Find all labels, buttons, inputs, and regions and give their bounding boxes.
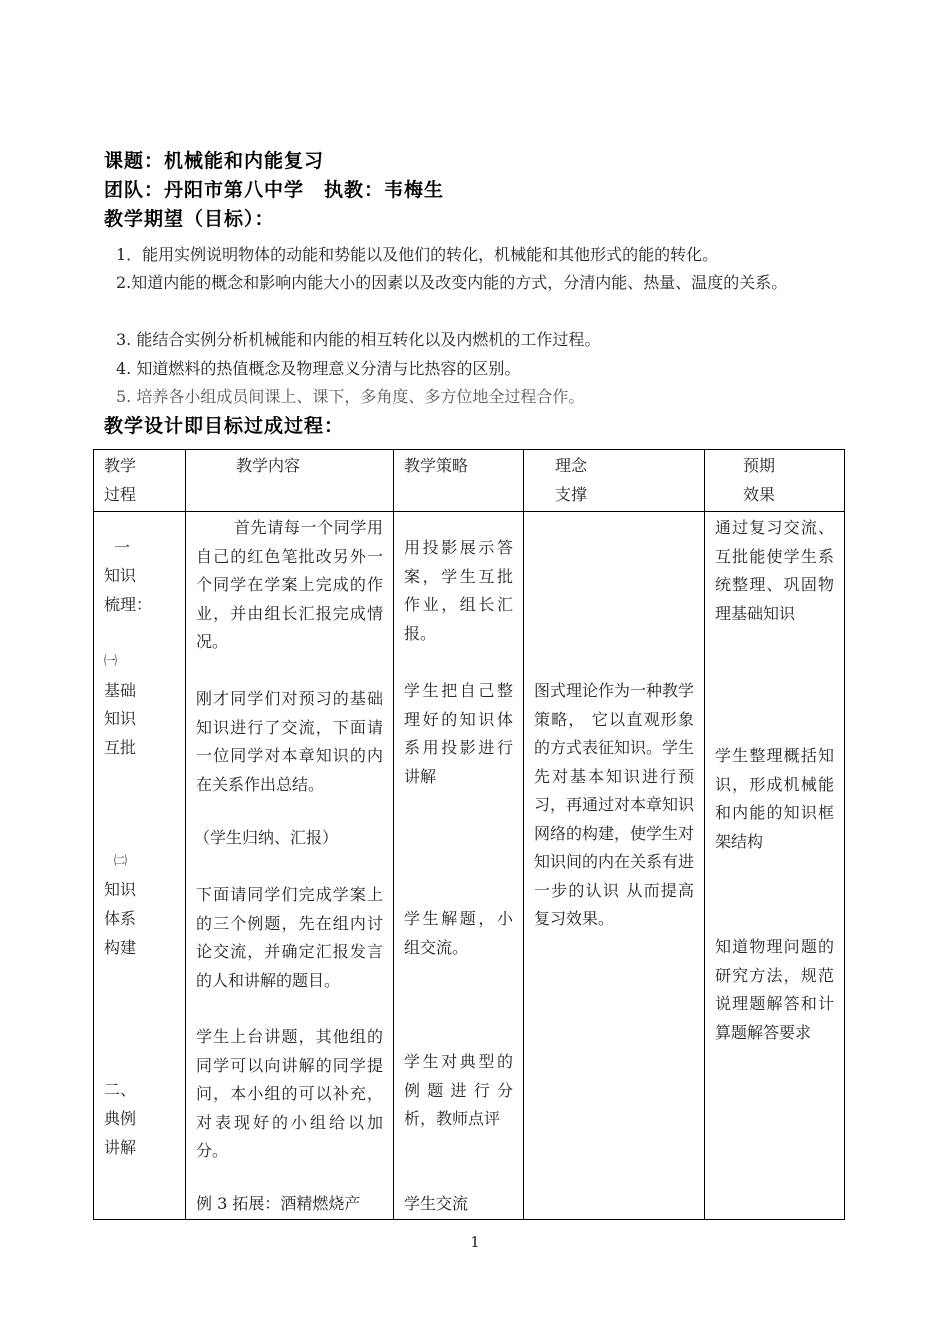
goal-item: 1．能用实例说明物体的动能和势能以及他们的转化，机械能和其他形式的能的转化。 (116, 245, 719, 264)
process-text: ㈡ (114, 854, 128, 869)
header-effect-line2: 效果 (743, 484, 776, 504)
design-title: 教学设计即目标过成过程： (104, 415, 345, 437)
header-theory-line2: 支撑 (555, 484, 588, 504)
content-paragraph: 例 3 拓展：酒精燃烧产 (196, 1194, 361, 1213)
process-text: 讲解 (104, 1138, 137, 1157)
effect-paragraph: 知道物理问题的研究方法，规范说理题解答和计算题解答要求 (715, 937, 834, 1042)
content-paragraph: （学生归纳、汇报） (194, 828, 339, 847)
content-paragraph: 学生上台讲题，其他组的同学可以向讲解的同学提问，本小组的可以补充，对表现好的小组给以加分。 (196, 1027, 383, 1160)
goal-item: 4. 知道燃料的热值概念及物理意义分清与比热容的区别。 (116, 359, 521, 378)
process-text: ㈠ (104, 654, 118, 669)
header-effect (705, 450, 845, 512)
process-text: 知识 (104, 880, 137, 899)
effect-paragraph: 通过复习交流、互批能使学生系统整理、巩固物理基础知识 (715, 518, 834, 623)
process-text: 知识 (104, 566, 137, 585)
strategy-paragraph: 学生解题，小组交流。 (404, 909, 513, 957)
header-content (186, 450, 394, 512)
header-strategy-label: 教学策略 (404, 456, 469, 475)
effect-paragraph: 学生整理概括知识，形成机械能和内能的知识框架结构 (715, 746, 834, 851)
strategy-paragraph: 学生交流 (404, 1194, 469, 1213)
process-text: 一 (114, 538, 131, 557)
content-paragraph: 下面请同学们完成学案上的三个例题，先在组内讨论交流，并确定汇报发言的人和讲解的题目。 (196, 885, 383, 990)
team-line: 团队：丹阳市第八中学 执教：韦梅生 (104, 179, 445, 201)
header-theory (524, 450, 705, 512)
lesson-topic: 课题：机械能和内能复习 (104, 150, 325, 172)
content-paragraph: 首先请每一个同学用自己的红色笔批改另外一个同学在学案上完成的作业，并由组长汇报完成情况。 (196, 518, 383, 651)
goal-item: 5. 培养各小组成员间课上、课下，多角度、多方位地全过程合作。 (116, 387, 585, 406)
theory-paragraph: 图式理论作为一种教学策略， 它以直观形象的方式表征知识。学生先对基本知识进行预习，再通过对本章知识网络的构建，使学生对知识间的内在关系有进一步的认识 从而提高复习效果。 (534, 681, 695, 928)
strategy-paragraph: 用投影展示答案，学生互批作业，组长汇报。 (404, 538, 513, 643)
header-process-line2: 过程 (104, 484, 137, 504)
goal-item: 2.知道内能的概念和影响内能大小的因素以及改变内能的方式，分清内能、热量、温度的关系。 (116, 273, 788, 292)
content-cell (186, 512, 394, 1220)
process-text: 典例 (104, 1109, 137, 1128)
process-text: 构建 (104, 938, 137, 957)
strategy-paragraph: 学生对典型的例题进行分析，教师点评 (404, 1052, 513, 1128)
goals-title: 教学期望（目标）： (104, 208, 275, 230)
strategy-paragraph: 学生把自己整理好的知识体系用投影进行讲解 (404, 681, 513, 786)
goal-item: 3. 能结合实例分析机械能和内能的相互转化以及内燃机的工作过程。 (116, 330, 601, 349)
process-text: 互批 (104, 738, 137, 757)
effect-cell (705, 512, 845, 1220)
header-effect-line1: 预期 (743, 456, 776, 475)
process-text: 基础 (104, 681, 137, 700)
theory-cell (524, 512, 705, 1220)
teaching-plan-table (93, 449, 845, 1220)
header-process-line1: 教学 (104, 456, 137, 475)
process-text: 二、 (104, 1080, 137, 1099)
header-content-label: 教学内容 (236, 456, 301, 475)
table-header-row (94, 450, 845, 512)
process-cell (94, 512, 186, 1220)
header-process (94, 450, 186, 512)
strategy-cell (394, 512, 524, 1220)
process-text: 体系 (104, 909, 137, 928)
table-body-row (94, 512, 845, 1220)
header-strategy (394, 450, 524, 512)
process-text: 知识 (104, 709, 137, 728)
process-text: 梳理： (104, 595, 153, 614)
header-theory-line1: 理念 (555, 456, 588, 475)
content-paragraph: 刚才同学们对预习的基础知识进行了交流，下面请一位同学对本章知识的内在关系作出总结。 (196, 689, 383, 794)
page-number: 1 (470, 1233, 480, 1251)
